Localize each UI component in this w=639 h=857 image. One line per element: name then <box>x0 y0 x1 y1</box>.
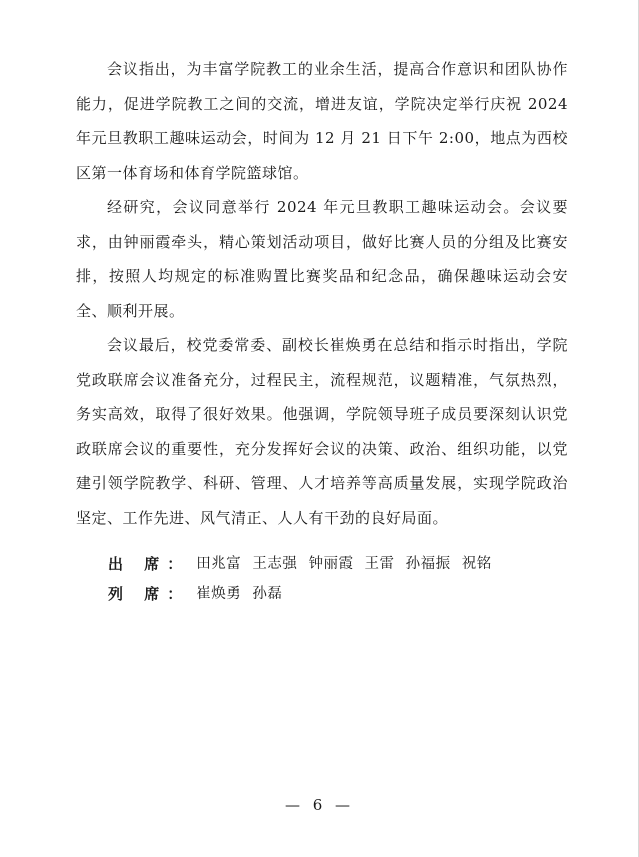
present-names: 田兆富 王志强 钟丽霞 王雷 孙福振 祝铭 <box>196 556 492 572</box>
attending-row <box>108 579 568 609</box>
paragraph-1: 会议指出，为丰富学院教工的业余生活，提高合作意识和团队协作能力，促进学院教工之间的交流，增进友谊，学院决定举行庆祝 2024 年元旦教职工趣味运动会，时间为 12 月 21 日下午 2:00，地点为西校区第一体育场和体育学院篮球馆。 <box>76 60 568 182</box>
paragraph-3: 会议最后，校党委常委、副校长崔焕勇在总结和指示时指出，学院党政联席会议准备充分，过程民主，流程规范，议题精准，气氛热烈，务实高效，取得了很好效果。他强调，学院领导班子成员要深刻认识党政联席会议的重要性，充分发挥好会议的决策、政治、组织功能，以党建引领学院教学、科研、管理、人才培养等高质量发展，实现学院政治坚定、工作先进、风气清正、人人有干劲的良好局面。 <box>76 336 568 527</box>
present-row <box>108 549 568 579</box>
page-number: — 6 — <box>284 796 355 814</box>
attending-names: 崔焕勇 孙磊 <box>196 586 283 602</box>
present-label: 出 席： <box>108 555 191 573</box>
paragraph-2: 经研究，会议同意举行 2024 年元旦教职工趣味运动会。会议要求，由钟丽霞牵头，精心策划活动项目，做好比赛人员的分组及比赛安排，按照人均规定的标准购置比赛奖品和纪念品，确保趣味运动会安全、顺利开展。 <box>76 198 568 320</box>
attending-label: 列 席： <box>108 585 191 603</box>
attendance-list <box>108 549 568 609</box>
body-text <box>76 52 568 535</box>
